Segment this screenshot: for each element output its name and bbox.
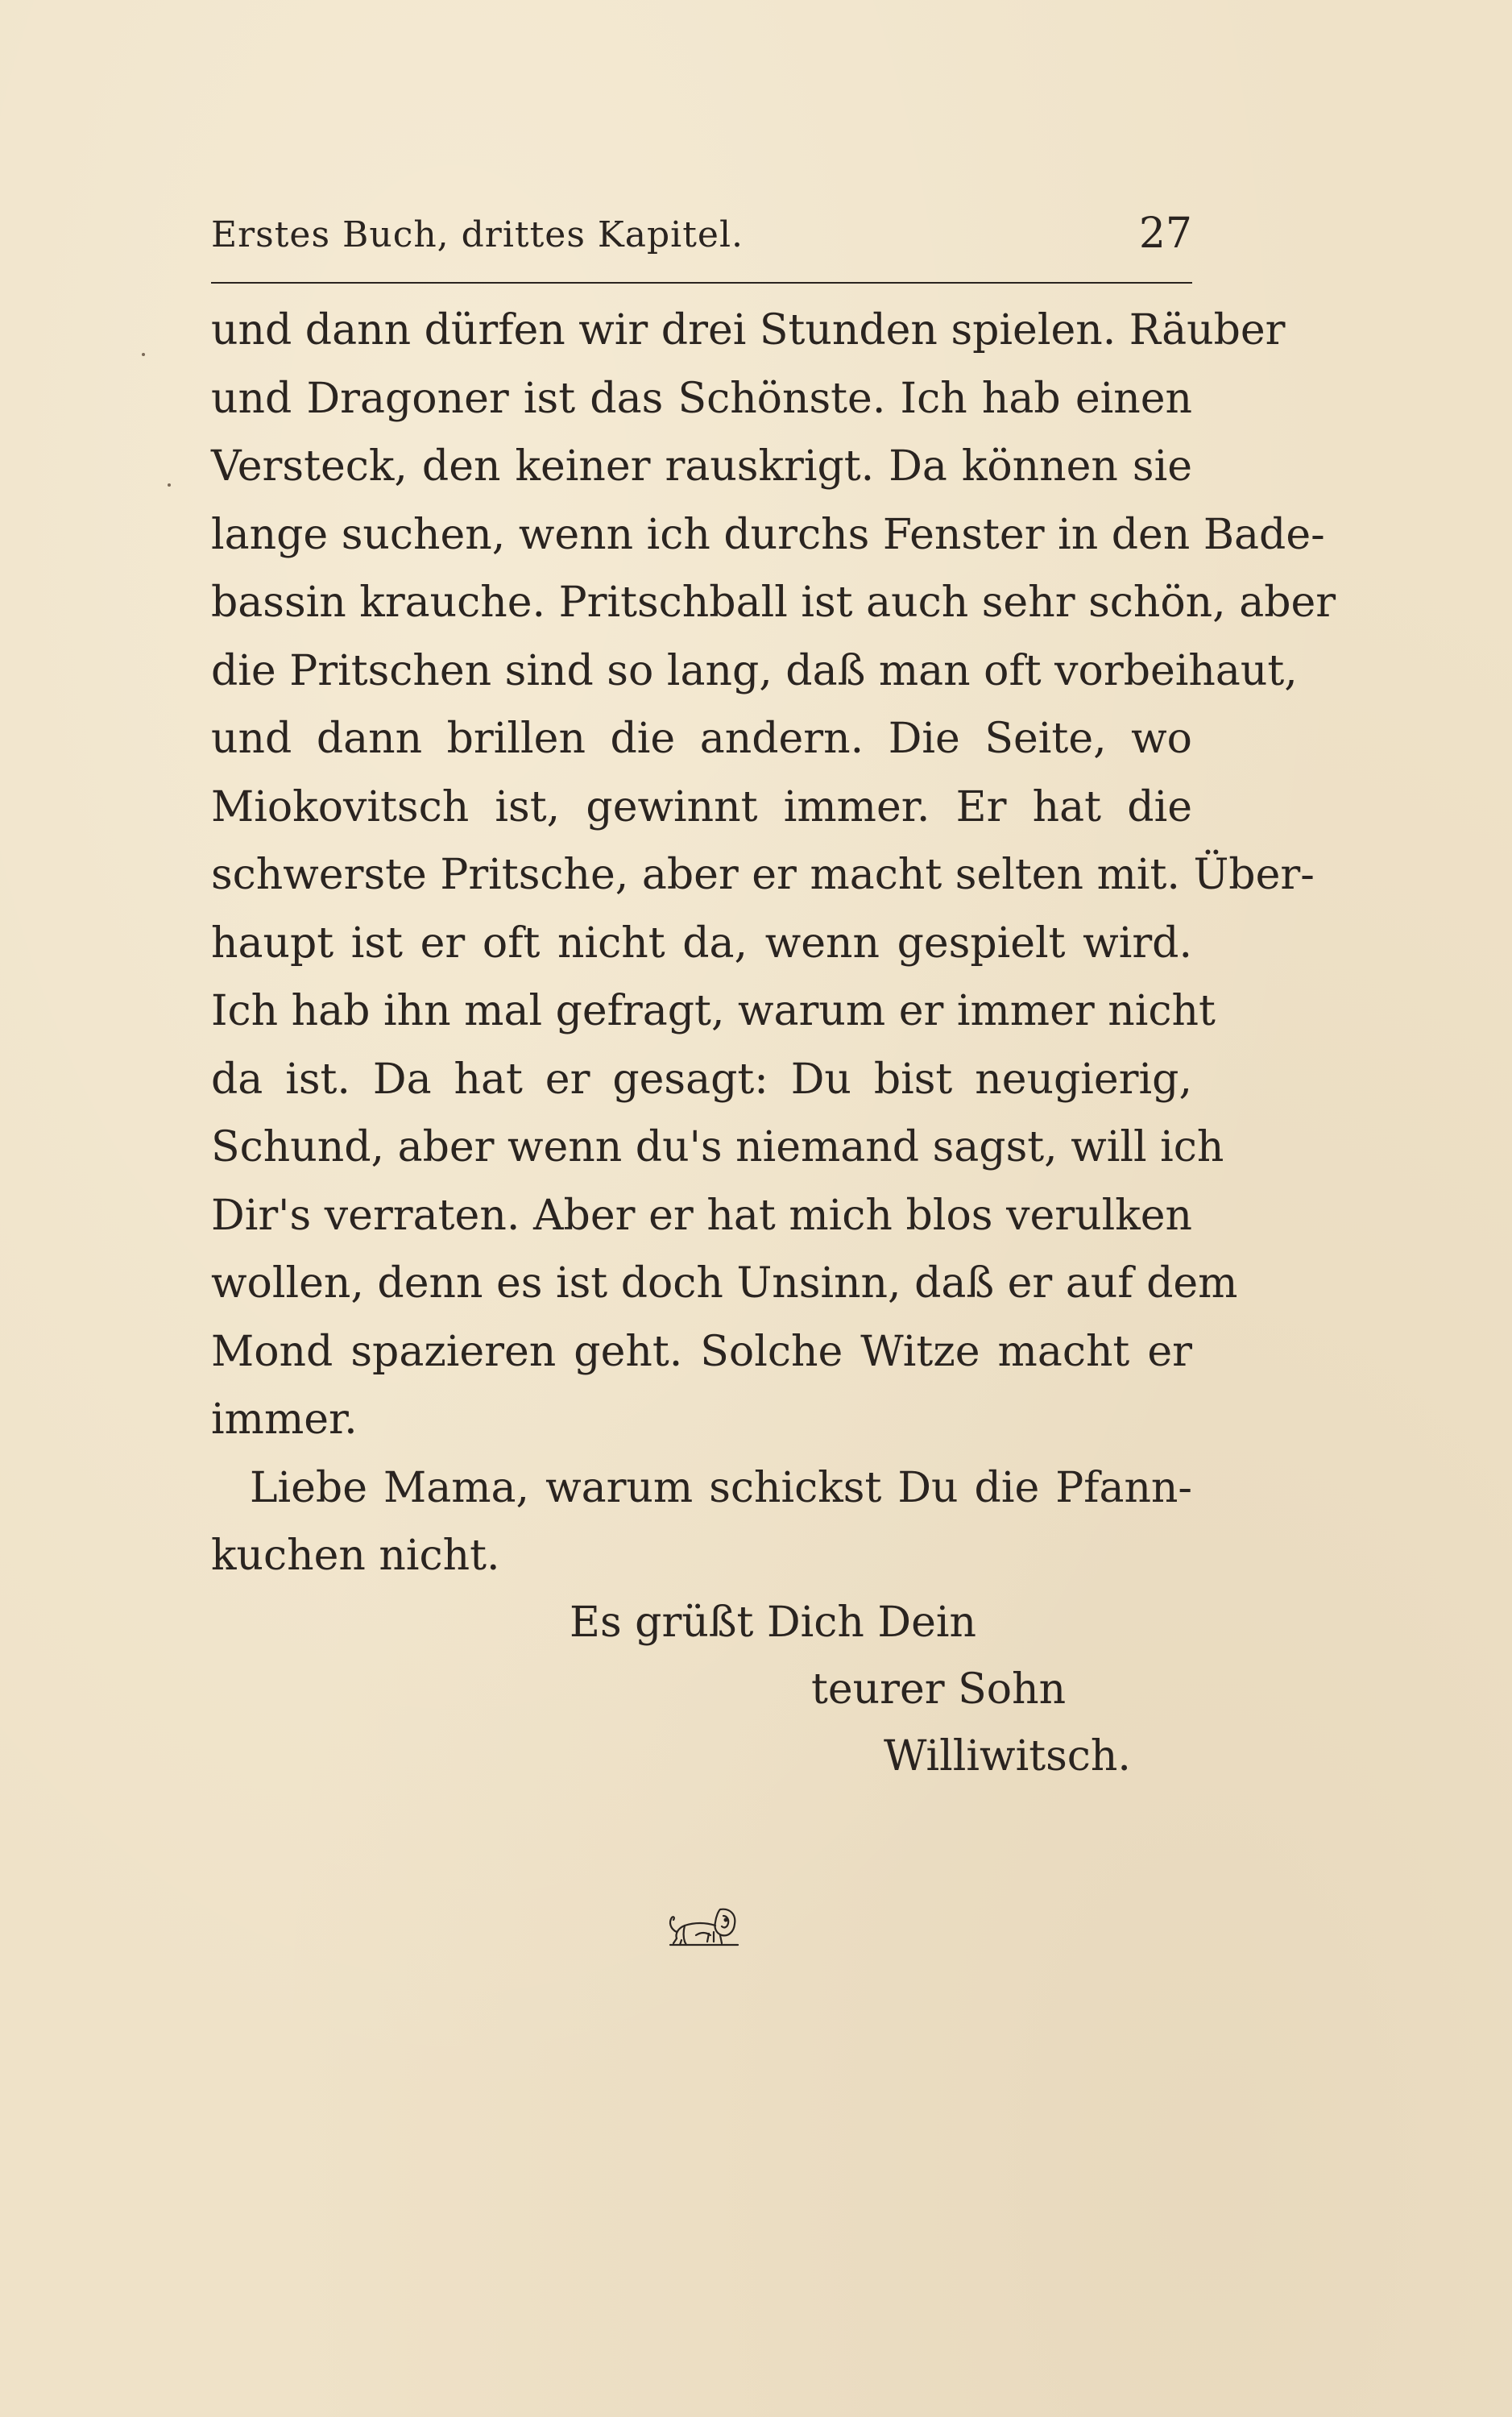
body-text [211, 296, 1336, 1800]
text-line: kuchen nicht. [211, 1532, 500, 1580]
text-line: und dann dürfen wir drei Stunden spielen. Räuber [211, 306, 1286, 354]
text-line: Versteck, den keiner rauskrigt. Da können sie [211, 442, 1192, 491]
text-line: die Pritschen sind so lang, daß man oft vorbeihaut, [211, 646, 1298, 695]
paragraph [211, 1454, 1192, 1590]
text-line: immer. [211, 1395, 358, 1444]
running-head [211, 201, 1192, 274]
paper-speck [168, 483, 171, 487]
letter-closing [211, 1590, 1192, 1800]
text-line: und dann brillen die andern. Die Seite, wo [211, 715, 1192, 763]
text-line: Schund, aber wenn du's niemand sagst, will ich [211, 1123, 1224, 1171]
paper-speck [142, 353, 145, 356]
text-line: Dir's verraten. Aber er hat mich blos verulken [211, 1191, 1192, 1240]
page-number: 27 [1138, 209, 1192, 258]
closing-relation: teurer Sohn [811, 1665, 1067, 1714]
text-line: Miokovitsch ist, gewinnt immer. Er hat die [211, 782, 1192, 831]
text-line: bassin krauche. Pritschball ist auch sehr schön, aber [211, 578, 1336, 627]
text-line: Ich hab ihn mal gefragt, warum er immer nicht [211, 987, 1216, 1035]
closing-greeting: Es grüßt Dich Dein [570, 1598, 977, 1647]
text-line: lange suchen, wenn ich durchs Fenster in den Bade- [211, 510, 1325, 559]
running-title: Erstes Buch, drittes Kapitel. [211, 214, 744, 255]
text-line: Liebe Mama, warum schickst Du die Pfann- [250, 1463, 1192, 1512]
header-rule [211, 282, 1192, 284]
text-line: wollen, denn es ist doch Unsinn, daß er auf dem [211, 1259, 1238, 1308]
text-line: und Dragoner ist das Schönste. Ich hab einen [211, 374, 1192, 423]
text-line: schwerste Pritsche, aber er macht selten mit. Über- [211, 851, 1315, 899]
text-line: haupt ist er oft nicht da, wenn gespielt wird. [211, 918, 1192, 968]
text-line: Mond spazieren geht. Solche Witze macht er [211, 1327, 1192, 1376]
lion-vignette-icon [664, 1900, 744, 1948]
paragraph [211, 296, 1336, 1454]
closing-signature: Williwitsch. [884, 1731, 1131, 1781]
text-line: da ist. Da hat er gesagt: Du bist neugierig, [211, 1055, 1192, 1104]
book-page [211, 201, 1336, 1800]
